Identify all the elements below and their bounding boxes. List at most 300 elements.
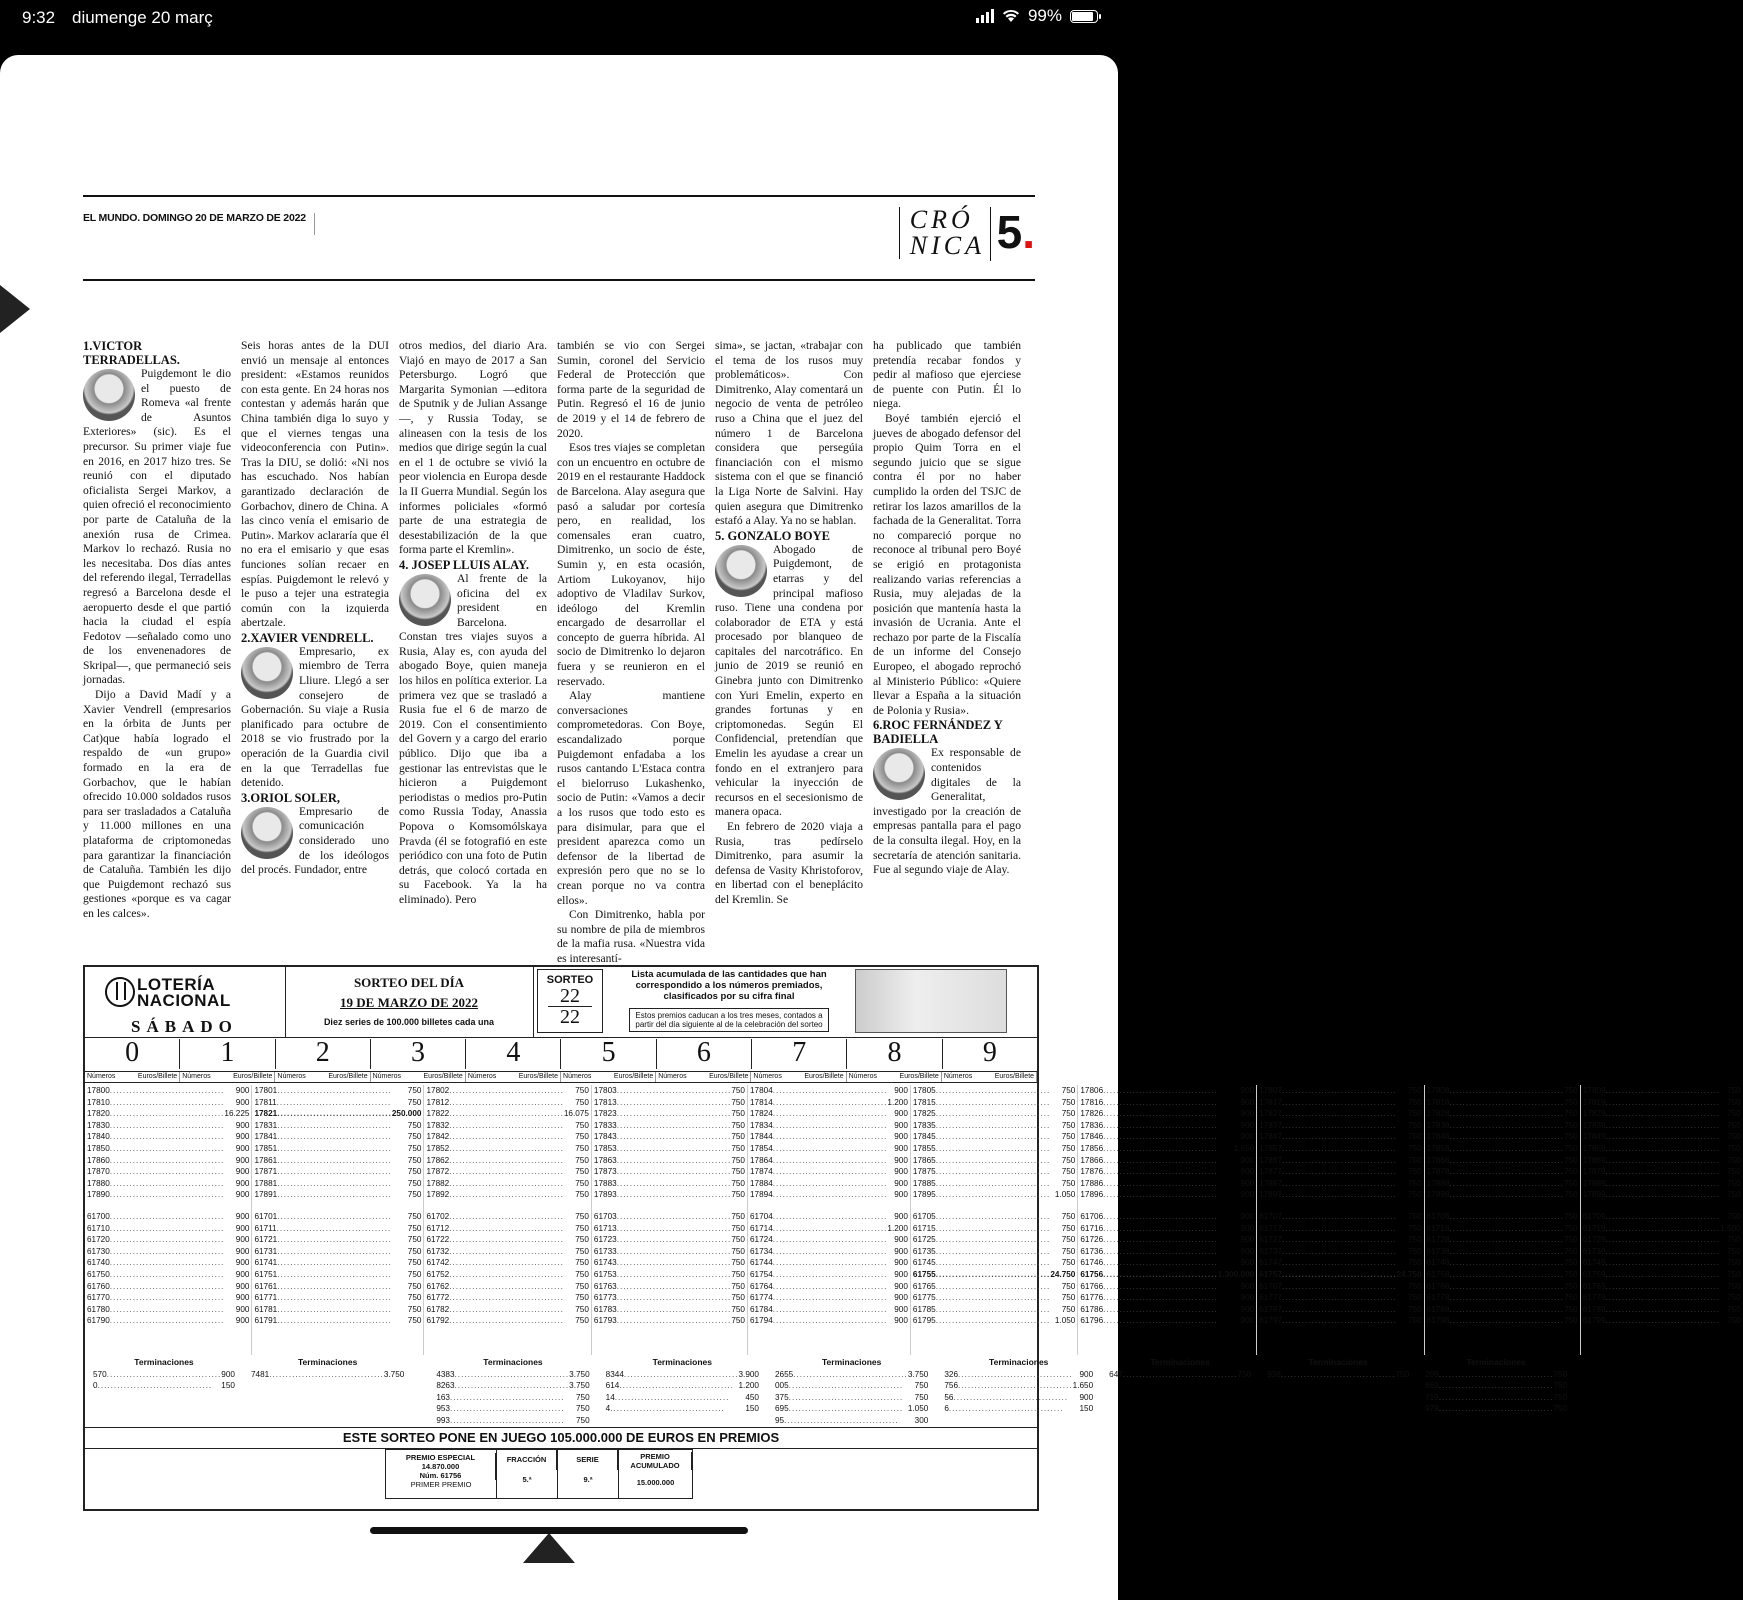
- digit-header-0: 0: [85, 1039, 180, 1069]
- terminacion-number: 614: [605, 1381, 620, 1391]
- leader-dots: [1606, 1304, 1727, 1316]
- leader-dots: [1449, 1131, 1564, 1143]
- leader-dots: [936, 1189, 1055, 1201]
- result-amount: 750: [1726, 1246, 1741, 1256]
- result-amount: 750: [1564, 1246, 1578, 1256]
- article-text: Abogado de Puigdemont, de etarras y del principal mafioso ruso. Tiene una condena por colaborador de ETA y está procesado por blanqueo de capitales del narcotráfico. En junio de 2019 se reunió en Ginebra junto con Dimitrenko con Yuri Emelin, experto en grandes fortunas y en criptomonedas. Según El Confidencial, pretendían que Emelin les ayudase a crear un fondo en el extranjero para vehicular la inyección de recursos en el secesionismo de manera opaca.: [715, 542, 863, 819]
- leader-dots: [936, 1269, 1051, 1281]
- result-row: [913, 1189, 1075, 1201]
- result-row: [750, 1281, 908, 1293]
- result-amount: 750: [407, 1246, 422, 1256]
- col-head-numbers: Números: [182, 1073, 211, 1080]
- result-amount: 16.075: [563, 1109, 589, 1119]
- article-text: Seis horas antes de la DUI envió un mensaje al entonces president: «Estamos reunidos con esta gente. En 24 horas nos contestan y además harán que China también diga lo suyo y que el viernes tengas una videoconferencia con Putin». Tras la DIU, se dolió: «Ni nos has escuchado. Nos habían garantizado declaración de Gorbachov, dinero de China. A las cinco venía el emisario de Putin». Markov aclararía que él no era el emisario y que esas funciones solían recaer en espías. Puigdemont le relevó y le puso a tejer una estrategia común con la izquierda abertzale.: [241, 339, 389, 630]
- result-amount: 750: [1726, 1178, 1741, 1188]
- result-number: 17843: [593, 1132, 617, 1142]
- leader-dots: [1606, 1246, 1727, 1258]
- result-row: [1080, 1085, 1254, 1097]
- result-row: [1583, 1166, 1741, 1178]
- result-number: 61724: [750, 1235, 773, 1245]
- result-amount: 750: [1564, 1178, 1578, 1188]
- terminacion-row: [606, 1369, 759, 1381]
- result-row: [1080, 1166, 1254, 1178]
- terminaciones-column: [1417, 1357, 1575, 1437]
- result-amount: 750: [1407, 1086, 1422, 1095]
- result-amount: 750: [1726, 1132, 1741, 1142]
- result-row: [594, 1292, 745, 1304]
- result-row: [1080, 1131, 1254, 1143]
- result-number: 61781: [254, 1304, 278, 1314]
- result-row: [426, 1257, 588, 1269]
- result-number: 61766: [1080, 1281, 1104, 1291]
- terminacion-number: 163: [436, 1392, 450, 1402]
- leader-dots: [107, 1369, 222, 1381]
- result-number: 17835: [912, 1120, 936, 1130]
- result-row: [913, 1108, 1075, 1120]
- result-row: [87, 1131, 249, 1143]
- result-number: 17857: [1259, 1143, 1282, 1153]
- terminacion-row: [775, 1403, 928, 1415]
- result-amount: 750: [1564, 1211, 1578, 1221]
- result-number: 61746: [1080, 1258, 1104, 1268]
- leader-dots: [1449, 1166, 1564, 1178]
- prize-number: Núm. 61756: [386, 1471, 496, 1480]
- terminacion-row: [775, 1415, 928, 1427]
- result-row: [594, 1234, 745, 1246]
- result-row: [1080, 1211, 1254, 1223]
- result-amount: 750: [731, 1293, 745, 1303]
- result-row: [254, 1234, 421, 1246]
- result-number: 17855: [912, 1143, 936, 1153]
- terminacion-number: 993: [436, 1415, 450, 1425]
- leader-dots: [936, 1143, 1062, 1155]
- leader-dots: [1449, 1120, 1564, 1132]
- result-amount: 750: [1726, 1143, 1741, 1153]
- result-amount: 1.050: [1054, 1316, 1076, 1326]
- terminacion-amount: 900: [1079, 1369, 1094, 1379]
- result-row: [750, 1315, 908, 1327]
- terminacion-amount: 750: [1553, 1381, 1568, 1391]
- leader-dots: [277, 1178, 408, 1190]
- result-number: 61764: [750, 1281, 773, 1291]
- result-amount: 750: [1407, 1132, 1422, 1142]
- result-row: [426, 1131, 588, 1143]
- result-row: [1583, 1131, 1741, 1143]
- result-amount: 750: [1061, 1167, 1076, 1177]
- result-row: [750, 1292, 908, 1304]
- result-row: [913, 1120, 1075, 1132]
- result-row: [254, 1189, 421, 1201]
- terminacion-amount: 3.750: [383, 1369, 405, 1379]
- result-row: [913, 1155, 1075, 1167]
- result-number: 61778: [1426, 1293, 1450, 1303]
- result-amount: 900: [1240, 1281, 1255, 1291]
- result-amount: 900: [235, 1223, 250, 1233]
- leader-dots: [1439, 1403, 1554, 1415]
- result-amount: 750: [407, 1211, 422, 1221]
- result-amount: 750: [731, 1167, 745, 1177]
- result-amount: 750: [1061, 1097, 1076, 1107]
- result-row: [1080, 1269, 1254, 1281]
- leader-dots: [1449, 1097, 1564, 1109]
- result-amount: 750: [1407, 1120, 1422, 1130]
- result-number: 61718: [1426, 1223, 1450, 1233]
- leader-dots: [617, 1211, 732, 1223]
- result-number: 61779: [1582, 1293, 1606, 1303]
- result-number: 17869: [1582, 1155, 1606, 1165]
- result-number: 17890: [87, 1190, 110, 1200]
- result-row: [254, 1281, 421, 1293]
- terminacion-number: 2655: [775, 1369, 794, 1379]
- result-row: [87, 1223, 249, 1235]
- result-amount: 750: [575, 1155, 589, 1165]
- result-amount: 750: [731, 1155, 745, 1165]
- result-row: [594, 1246, 745, 1258]
- leader-dots: [784, 1415, 915, 1427]
- result-number: 61707: [1259, 1211, 1282, 1221]
- result-amount: 750: [1407, 1211, 1422, 1221]
- result-number: 17899: [1582, 1190, 1606, 1200]
- terminacion-row: [775, 1380, 928, 1392]
- leader-dots: [936, 1246, 1062, 1258]
- result-row: [1427, 1223, 1578, 1235]
- result-amount: 750: [575, 1086, 589, 1095]
- result-amount: 750: [1726, 1269, 1741, 1279]
- leader-dots: [449, 1143, 575, 1155]
- result-amount: 750: [1061, 1086, 1076, 1095]
- result-number: 17836: [1080, 1120, 1104, 1130]
- terminacion-row: [93, 1369, 235, 1381]
- result-number: 17830: [87, 1120, 110, 1130]
- leader-dots: [793, 1369, 908, 1381]
- leader-dots: [1606, 1211, 1727, 1223]
- result-number: 61740: [87, 1258, 110, 1268]
- prize-acumulado: [619, 1450, 692, 1498]
- result-row: [426, 1211, 588, 1223]
- terminaciones-column: [767, 1357, 936, 1437]
- prize-acum-value: 15.000.000: [636, 1478, 675, 1487]
- result-number: 61729: [1582, 1235, 1606, 1245]
- terminaciones-column: [412, 1357, 428, 1437]
- sorteo-number: 22: [560, 985, 580, 1007]
- leader-dots: [1103, 1211, 1240, 1223]
- result-number: 61791: [254, 1316, 278, 1326]
- result-number: 17838: [1426, 1120, 1450, 1130]
- home-indicator[interactable]: [370, 1527, 748, 1534]
- result-number: 61782: [426, 1304, 450, 1314]
- leader-dots: [1282, 1281, 1408, 1293]
- result-number: 17839: [1582, 1120, 1606, 1130]
- terminacion-number: 570: [93, 1369, 107, 1379]
- result-amount: 900: [235, 1086, 250, 1095]
- result-row: [1259, 1178, 1421, 1190]
- battery-icon: [1070, 10, 1098, 23]
- leader-dots: [773, 1234, 894, 1246]
- leader-dots: [1606, 1097, 1727, 1109]
- col-head-euros: Euros/Billete: [423, 1073, 463, 1080]
- result-amount: 750: [1407, 1304, 1422, 1314]
- leader-dots: [617, 1120, 732, 1132]
- sorteo-number-2: 22: [548, 1006, 592, 1027]
- article-text: Dijo a David Madí y a Xavier Vendrell (empresarios en la órbita de Junts per Cat)que había logrado el respaldo de «un grupo» formado en la era de Gorbachov, que le habían ofrecido 10.000 soldados rusos para ser trasladados a Cataluña y 11.000 millones en una plataforma de criptomonedas para garantizar la financiación de Cataluña. También les dijo que Puigdemont rechazó sus gestiones «porque es va cagar en les calces».: [83, 688, 231, 920]
- terminacion-row: [944, 1403, 1093, 1415]
- leader-dots: [1449, 1304, 1564, 1316]
- prize-banner: ESTE SORTEO PONE EN JUEGO 105.000.000 DE EUROS EN PREMIOS: [85, 1427, 1037, 1449]
- result-number: 61712: [426, 1223, 450, 1233]
- leader-dots: [98, 1380, 222, 1392]
- result-row: [1583, 1223, 1741, 1235]
- terminacion-number: 14: [605, 1392, 615, 1402]
- result-amount: 750: [1564, 1258, 1578, 1268]
- leader-dots: [1606, 1234, 1727, 1246]
- leader-dots: [1103, 1085, 1240, 1097]
- result-number: 61761: [254, 1281, 278, 1291]
- result-row: [1259, 1257, 1421, 1269]
- result-number: 61703: [593, 1211, 617, 1221]
- terminacion-amount: 1.200: [738, 1381, 759, 1391]
- leader-dots: [110, 1292, 236, 1304]
- result-amount: 900: [1240, 1109, 1255, 1119]
- leader-dots: [773, 1304, 894, 1316]
- leader-dots: [1282, 1143, 1408, 1155]
- terminacion-number: 8344: [605, 1369, 624, 1379]
- leader-dots: [1103, 1281, 1240, 1293]
- leader-dots: [1606, 1223, 1721, 1235]
- lottery-header: [85, 967, 1037, 1038]
- terminaciones-column: [428, 1357, 597, 1437]
- leader-dots: [617, 1257, 732, 1269]
- leader-dots: [1103, 1155, 1240, 1167]
- result-number: 17897: [1259, 1190, 1282, 1200]
- result-amount: 750: [575, 1132, 589, 1142]
- result-row: [1583, 1281, 1741, 1293]
- leader-dots: [277, 1120, 408, 1132]
- column-subheader: [371, 1072, 466, 1082]
- result-number: 61794: [750, 1316, 773, 1326]
- result-row: [1427, 1257, 1578, 1269]
- result-number: 61790: [87, 1316, 110, 1326]
- leader-dots: [449, 1085, 575, 1097]
- article-text: Al frente de la oficina del ex president en Barcelona. Constan tres viajes suyos a Rusia, Alay es, con ayuda del abogado Boye, quien maneja los hilos en política exterior. La primera vez que se trasladó a Rusia fue el 6 de marzo de 2019. Con el consentimiento del Govern y a cargo del erario público. Dijo que iba a gestionar las entrevistas que le hicieron a Puigdemont periodistas o medios pro-Putin como Russia Today, Anassia Popova o Komsomólskaya Pravda (él se fotografió en este periódico con una foto de Putin detrás, que colocó cortada en su Facebook. Ya la ha eliminado). Pero: [399, 571, 547, 906]
- leader-dots: [1606, 1257, 1727, 1269]
- result-number: 61798: [1426, 1316, 1450, 1326]
- leader-dots: [449, 1304, 575, 1316]
- result-amount: 900: [235, 1132, 250, 1142]
- leader-dots: [1103, 1292, 1240, 1304]
- result-number: 17800: [87, 1086, 110, 1095]
- leader-dots: [1439, 1392, 1554, 1404]
- result-number: 61753: [593, 1269, 617, 1279]
- result-amount: 900: [235, 1246, 250, 1256]
- result-amount: 750: [1061, 1155, 1076, 1165]
- leader-dots: [617, 1108, 732, 1120]
- column-subheader: [561, 1072, 656, 1082]
- result-number: 17854: [750, 1143, 773, 1153]
- terminacion-row: [93, 1380, 235, 1392]
- result-row: [1583, 1108, 1741, 1120]
- col-head-euros: Euros/Billete: [994, 1073, 1035, 1080]
- result-amount: 900: [894, 1143, 908, 1153]
- prize-serie-value: 9.ª: [583, 1475, 593, 1484]
- result-number: 17818: [1426, 1097, 1450, 1107]
- result-amount: 750: [731, 1269, 745, 1279]
- result-number: 61783: [593, 1304, 617, 1314]
- leader-dots: [277, 1257, 408, 1269]
- result-number: 61738: [1426, 1246, 1450, 1256]
- result-number: 61749: [1582, 1258, 1606, 1268]
- results-column: [1078, 1085, 1257, 1355]
- result-amount: 750: [575, 1304, 589, 1314]
- result-row: [87, 1085, 249, 1097]
- leader-dots: [1282, 1178, 1408, 1190]
- result-number: 61736: [1080, 1246, 1104, 1256]
- results-column: [1581, 1085, 1743, 1355]
- leader-dots: [277, 1189, 408, 1201]
- terminacion-amount: 750: [1553, 1404, 1568, 1414]
- result-number: 17881: [254, 1178, 278, 1188]
- article-column-5: [715, 339, 863, 908]
- result-amount: 900: [1240, 1246, 1255, 1256]
- article-paragraph: [83, 688, 231, 922]
- portrait-photo: [715, 545, 767, 597]
- leader-dots: [773, 1315, 894, 1327]
- result-number: 61721: [254, 1235, 278, 1245]
- result-number: 61734: [750, 1246, 773, 1256]
- leader-dots: [1103, 1108, 1240, 1120]
- result-number: 17880: [87, 1178, 110, 1188]
- results-column: [748, 1085, 911, 1355]
- result-amount: 750: [1726, 1086, 1741, 1095]
- result-number: 61792: [426, 1316, 450, 1326]
- leader-dots: [1449, 1234, 1564, 1246]
- terminacion-number: 95: [775, 1415, 785, 1425]
- leader-dots: [277, 1108, 392, 1120]
- result-amount: 1.300.000: [1217, 1269, 1255, 1279]
- leader-dots: [1282, 1246, 1408, 1258]
- leader-dots: [1606, 1315, 1727, 1327]
- result-row: [1427, 1234, 1578, 1246]
- result-number: 17878: [1426, 1167, 1450, 1177]
- result-number: 61756: [1080, 1269, 1104, 1279]
- result-row: [913, 1166, 1075, 1178]
- leader-dots: [449, 1211, 575, 1223]
- result-row: [1427, 1120, 1578, 1132]
- status-right: [976, 6, 1098, 26]
- leader-dots: [277, 1211, 408, 1223]
- newspaper-page[interactable]: [0, 55, 1741, 1600]
- terminaciones-label: Terminaciones: [821, 1357, 882, 1367]
- result-amount: 750: [575, 1167, 589, 1177]
- result-amount: 750: [731, 1246, 745, 1256]
- result-amount: 750: [575, 1211, 589, 1221]
- prize-special-label: PREMIO ESPECIAL: [386, 1453, 496, 1462]
- leader-dots: [277, 1246, 408, 1258]
- terminacion-amount: 750: [575, 1404, 590, 1414]
- leader-dots: [1606, 1292, 1727, 1304]
- terminacion-row: [1425, 1380, 1567, 1392]
- scroll-up-icon[interactable]: [523, 1533, 575, 1563]
- result-row: [87, 1246, 249, 1258]
- article-column-1: [83, 339, 231, 922]
- result-number: 17885: [912, 1178, 936, 1188]
- result-amount: 1.200: [887, 1223, 908, 1233]
- result-number: 17844: [750, 1132, 773, 1142]
- spacer: [750, 1201, 908, 1211]
- result-number: 61760: [87, 1281, 110, 1291]
- result-row: [1259, 1315, 1421, 1327]
- result-row: [1427, 1269, 1578, 1281]
- leader-dots: [617, 1178, 732, 1190]
- result-row: [254, 1120, 421, 1132]
- result-number: 61714: [750, 1223, 773, 1233]
- result-amount: 900: [894, 1167, 908, 1177]
- leader-dots: [1103, 1131, 1240, 1143]
- leader-dots: [449, 1281, 575, 1293]
- leader-dots: [936, 1178, 1062, 1190]
- result-number: 17866: [1080, 1155, 1104, 1165]
- article-subheading: 2.XAVIER VENDRELL.: [241, 630, 374, 645]
- result-number: 17816: [1080, 1097, 1104, 1107]
- article-paragraph: [241, 339, 389, 631]
- result-number: 17829: [1582, 1109, 1606, 1119]
- result-amount: 750: [575, 1097, 589, 1107]
- leader-dots: [1282, 1085, 1408, 1097]
- terminacion-row: [436, 1415, 589, 1427]
- result-amount: 900: [235, 1269, 250, 1279]
- result-row: [254, 1292, 421, 1304]
- result-number: 17888: [1426, 1178, 1450, 1188]
- result-number: 61744: [750, 1258, 773, 1268]
- prize-first: PRIMER PREMIO: [410, 1480, 472, 1489]
- draw-info: [285, 967, 534, 1037]
- leader-dots: [936, 1085, 1062, 1097]
- result-number: 17892: [426, 1190, 450, 1200]
- leader-dots: [1606, 1108, 1727, 1120]
- results-column: [1257, 1085, 1424, 1355]
- leader-dots: [110, 1085, 236, 1097]
- result-amount: 750: [1061, 1143, 1076, 1153]
- result-number: 17827: [1259, 1109, 1282, 1119]
- terminacion-number: 4383: [436, 1369, 455, 1379]
- lottery-day: SÁBADO: [131, 1017, 238, 1036]
- result-amount: 900: [894, 1316, 908, 1326]
- result-amount: 900: [235, 1155, 250, 1165]
- result-amount: 750: [575, 1178, 589, 1188]
- result-number: 17884: [750, 1178, 773, 1188]
- result-number: 61786: [1080, 1304, 1104, 1314]
- result-number: 61701: [254, 1211, 278, 1221]
- result-row: [913, 1234, 1075, 1246]
- article-subheading: 1.VICTOR TERRADELLAS.: [83, 339, 180, 367]
- result-amount: 900: [894, 1120, 908, 1130]
- lottery-brand: [137, 977, 231, 1009]
- result-row: [1080, 1234, 1254, 1246]
- result-row: [87, 1257, 249, 1269]
- result-number: 61727: [1259, 1235, 1282, 1245]
- leader-dots: [1282, 1269, 1397, 1281]
- article-paragraph: [873, 746, 1021, 877]
- page-prev-arrow-icon[interactable]: [0, 285, 30, 333]
- result-row: [426, 1120, 588, 1132]
- result-number: 61775: [912, 1293, 936, 1303]
- leader-dots: [110, 1155, 236, 1167]
- prize-serie: [558, 1450, 619, 1498]
- spacer: [254, 1201, 421, 1211]
- masthead: [83, 195, 1035, 281]
- result-row: [254, 1246, 421, 1258]
- result-row: [87, 1234, 249, 1246]
- result-number: 17898: [1426, 1190, 1450, 1200]
